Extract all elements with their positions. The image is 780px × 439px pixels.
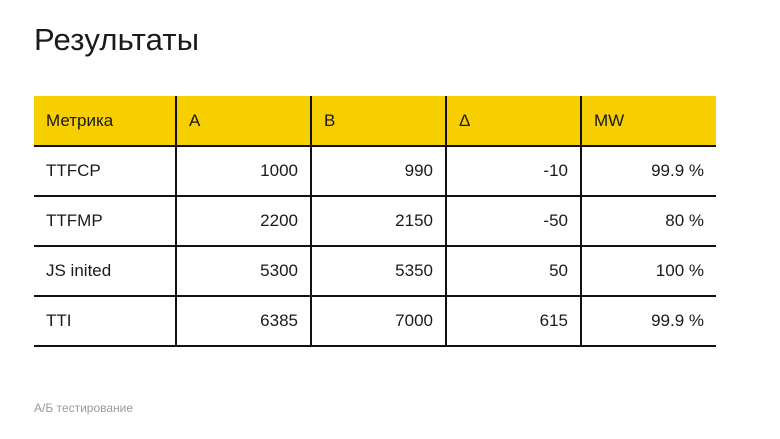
cell-b: 2150 — [311, 196, 446, 246]
cell-a: 1000 — [176, 146, 311, 196]
cell-mw: 80 % — [581, 196, 716, 246]
cell-a: 5300 — [176, 246, 311, 296]
cell-b: 5350 — [311, 246, 446, 296]
table-row — [34, 146, 716, 196]
table-body — [34, 146, 716, 346]
cell-mw: 99.9 % — [581, 146, 716, 196]
cell-delta: 50 — [446, 246, 581, 296]
table-row — [34, 196, 716, 246]
page-title: Результаты — [34, 22, 200, 57]
cell-b: 990 — [311, 146, 446, 196]
table-row — [34, 246, 716, 296]
column-header-b: B — [311, 96, 446, 146]
cell-metric: TTI — [34, 296, 176, 346]
cell-mw: 99.9 % — [581, 296, 716, 346]
cell-mw: 100 % — [581, 246, 716, 296]
table-header — [34, 96, 716, 146]
cell-delta: -50 — [446, 196, 581, 246]
cell-metric: TTFCP — [34, 146, 176, 196]
cell-b: 7000 — [311, 296, 446, 346]
cell-a: 6385 — [176, 296, 311, 346]
column-header-a: A — [176, 96, 311, 146]
column-header-delta: Δ — [446, 96, 581, 146]
table-header-row — [34, 96, 716, 146]
cell-metric: JS inited — [34, 246, 176, 296]
column-header-mw: MW — [581, 96, 716, 146]
results-table — [34, 96, 716, 347]
column-header-metric: Метрика — [34, 96, 176, 146]
cell-delta: -10 — [446, 146, 581, 196]
cell-metric: TTFMP — [34, 196, 176, 246]
cell-delta: 615 — [446, 296, 581, 346]
results-table-container — [34, 96, 716, 347]
slide-footer: А/Б тестирование — [34, 401, 134, 415]
table-row — [34, 296, 716, 346]
cell-a: 2200 — [176, 196, 311, 246]
